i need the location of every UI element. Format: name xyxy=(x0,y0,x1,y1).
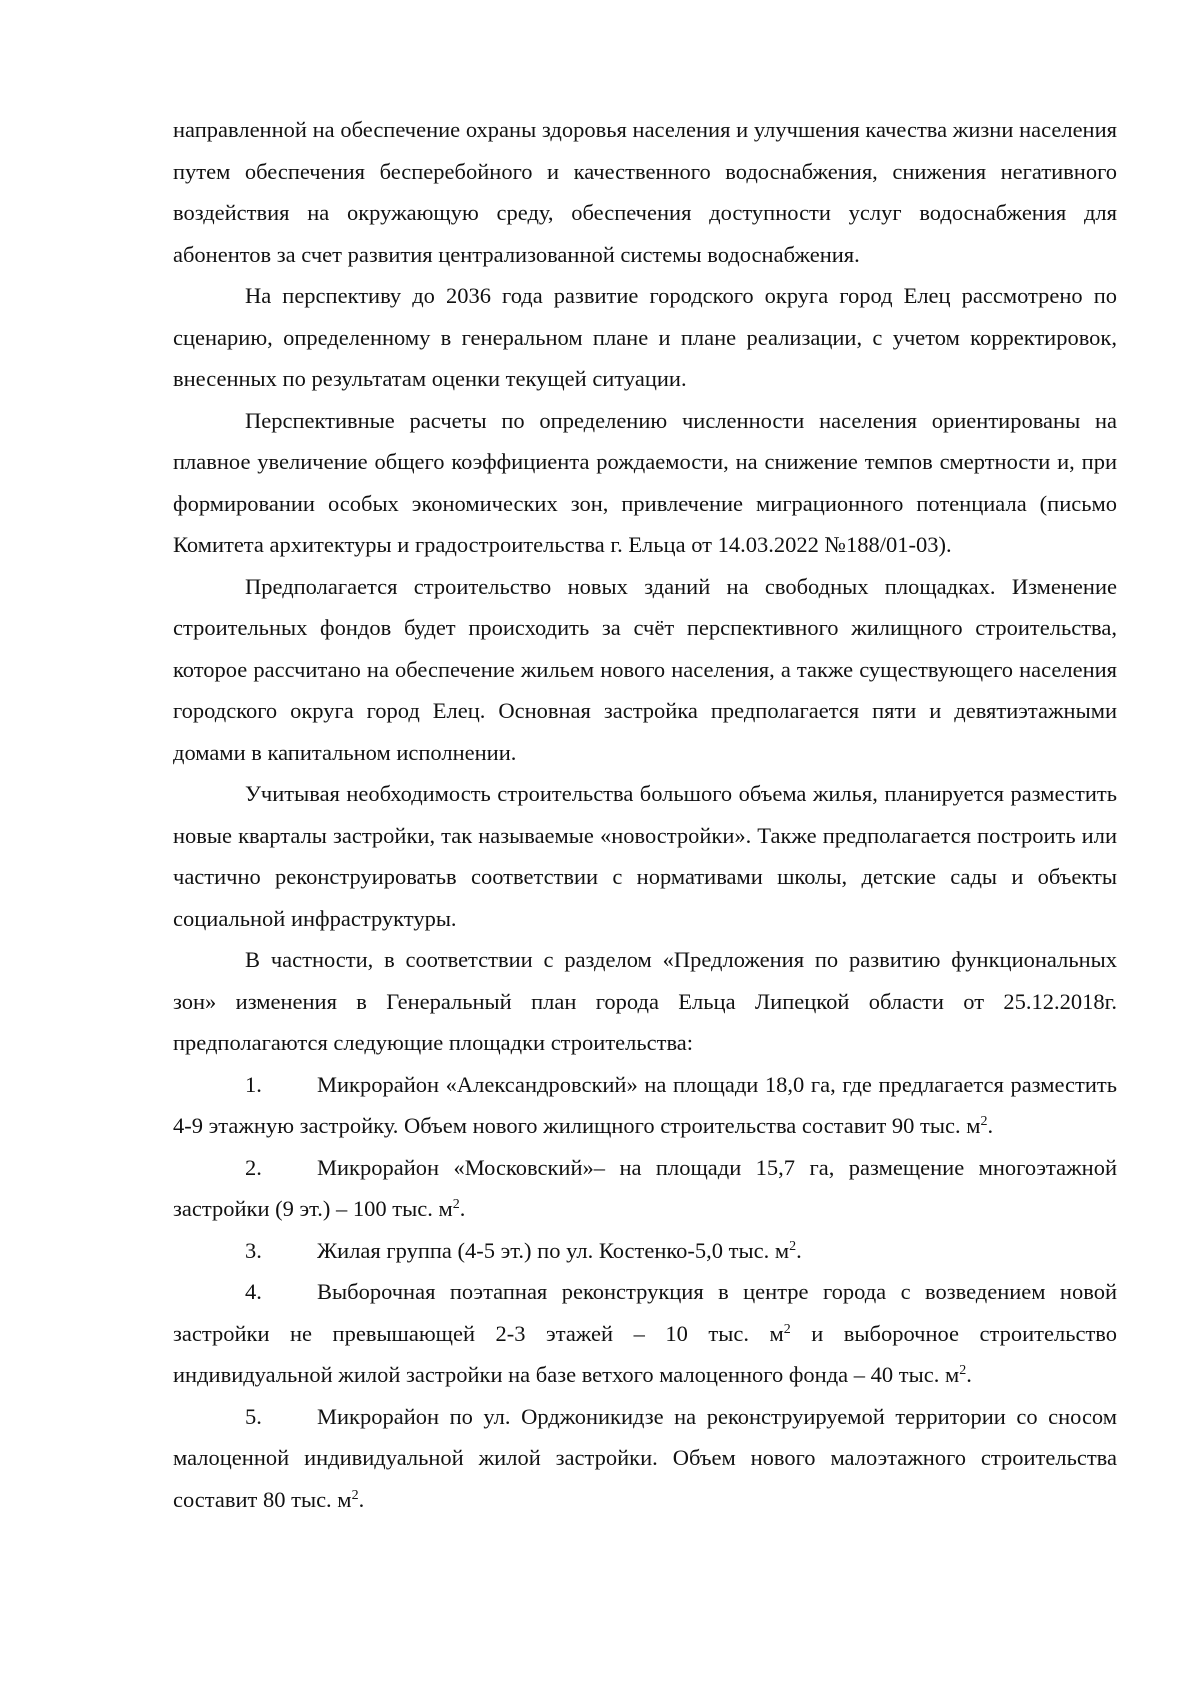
list-item-text-end: . xyxy=(459,1196,466,1221)
paragraph-perspective-2036: На перспективу до 2036 года развитие городского округа город Елец рассмотрено по сценарию, определенному в генеральном плане и плане реализации, с учетом корректировок, внесенных по результатам оценки текущей ситуации. xyxy=(173,283,1117,391)
list-item-text: Микрорайон «Александровский» на площади 18,0 га, где предлагается разместить 4-9 этажную застройку. Объем нового жилищного строительства составит 90 тыс. м xyxy=(173,1071,1117,1138)
superscript: 2 xyxy=(351,1487,359,1503)
superscript: 2 xyxy=(980,1114,988,1129)
list-item-3 xyxy=(173,1230,1117,1272)
body-text xyxy=(173,109,1117,1520)
list-item-text-end: . xyxy=(987,1113,994,1138)
list-item-text: Выборочная поэтапная реконструкция в центре города с возведением новой застройки не превышающей 2-3 этажей – 10 тыс. м xyxy=(173,1279,1117,1346)
list-item-text: Микрорайон «Московский»– на площади 15,7 га, размещение многоэтажной застройки (9 эт.) – 100 тыс. м xyxy=(173,1154,1117,1221)
superscript: 2 xyxy=(452,1197,460,1212)
superscript: 2 xyxy=(789,1238,797,1254)
superscript: 2 xyxy=(783,1321,791,1337)
list-item-text-middle: и выборочное строительство индивидуальной жилой застройки на базе ветхого малоценного фонда – 40 тыс. м xyxy=(173,1320,1117,1387)
paragraph-new-construction: Предполагается строительство новых зданий на свободных площадках. Изменение строительных фондов будет происходить за счёт перспективного жилищного строительства, которое рассчитано на обеспечение жильем нового населения, а также существующего населения городского округа город Елец. Основная застройка предполагается пяти и девятиэтажными домами в капитальном исполнении. xyxy=(173,573,1117,765)
list-item-number: 2. xyxy=(245,1154,262,1180)
list-item-text-end: . xyxy=(796,1237,802,1263)
paragraph-population-forecast: Перспективные расчеты по определению численности населения ориентированы на плавное увеличение общего коэффициента рождаемости, на снижение темпов смертности и, при формировании особых экономических зон, привлечение миграционного потенциала (письмо Комитета архитектуры и градостроительства г. Ельца от 14.03.2022 №188/01-03). xyxy=(173,407,1117,557)
paragraph-construction-sites-intro: В частности, в соответствии с разделом «Предложения по развитию функциональных зон» изменения в Генеральный план города Ельца Липецкой области от 25.12.2018г. предполагаются следующие площадки строительства: xyxy=(173,947,1117,1055)
list-item-text: Жилая группа (4-5 эт.) по ул. Костенко-5,0 тыс. м xyxy=(317,1237,790,1263)
list-item-text-end: . xyxy=(358,1486,365,1512)
superscript: 2 xyxy=(959,1363,967,1378)
list-item-number: 1. xyxy=(245,1071,262,1097)
list-item-2 xyxy=(173,1147,1117,1230)
list-item-number: 3. xyxy=(245,1237,262,1263)
list-item-1 xyxy=(173,1064,1117,1147)
list-item-number: 4. xyxy=(245,1279,262,1304)
list-item-number: 5. xyxy=(245,1403,262,1429)
list-item-4 xyxy=(173,1271,1117,1396)
list-item-text-end: . xyxy=(966,1362,972,1387)
list-item-text: Микрорайон по ул. Орджоникидзе на реконструируемой территории со сносом малоценной индивидуальной жилой застройки. Объем нового малоэтажного строительства составит 80 тыс. м xyxy=(173,1403,1117,1512)
paragraph-continuation: направленной на обеспечение охраны здоровья населения и улучшения качества жизни населения путем обеспечения бесперебойного и качественного водоснабжения, снижения негативного воздействия на окружающую среду, обеспечения доступности услуг водоснабжения для абонентов за счет развития централизованной системы водоснабжения. xyxy=(173,117,1117,267)
paragraph-new-districts: Учитывая необходимость строительства большого объема жилья, планируется разместить новые кварталы застройки, так называемые «новостройки». Также предполагается построить или частично реконструироватьв соответствии с нормативами школы, детские сады и объекты социальной инфраструктуры. xyxy=(173,781,1117,931)
list-item-5 xyxy=(173,1396,1117,1521)
